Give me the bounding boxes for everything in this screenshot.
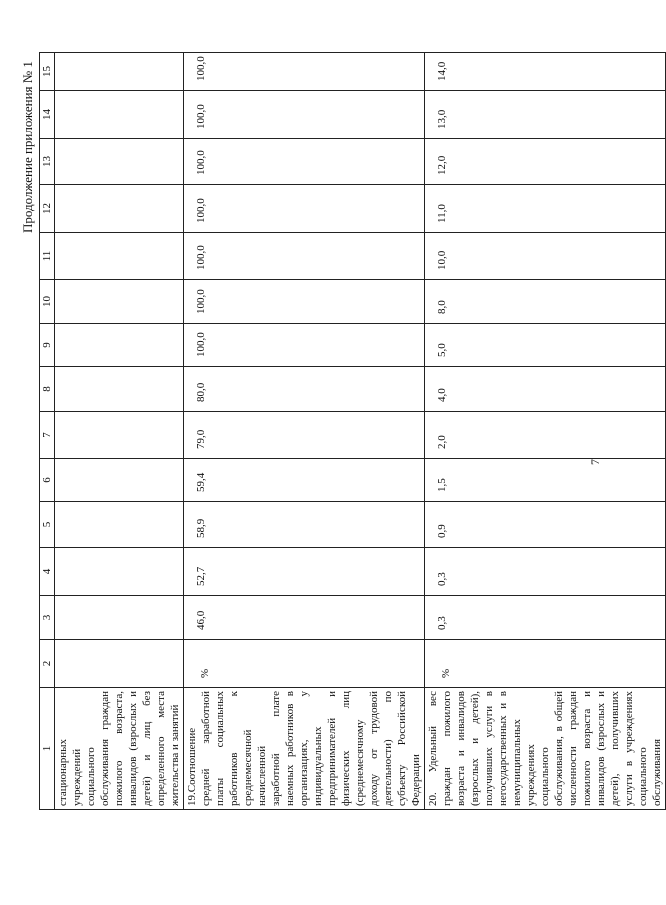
column-header: 9 bbox=[40, 324, 55, 367]
unit-cell: % bbox=[184, 640, 425, 688]
value-cell bbox=[55, 548, 184, 596]
value-cell: 11,0 bbox=[425, 185, 666, 233]
value-cell: 46,0 bbox=[184, 596, 425, 640]
column-header: 11 bbox=[40, 233, 55, 280]
row-description: 20. Удельный вес граждан пожилого возраста и инвалидов (взрослых и детей), получивших услуги в негосударственных и в немуниципальных учреждениях социального обслуживания, в общей численности граждан пожилого возраста и инвалидов (взрослых и детей), получивших услуги в учреждениях социального обслуживания bbox=[425, 688, 666, 810]
value-cell: 0,3 bbox=[425, 596, 666, 640]
value-cell: 14,0 bbox=[425, 53, 666, 91]
value-cell: 100,0 bbox=[184, 185, 425, 233]
column-header: 13 bbox=[40, 139, 55, 185]
row-description: 19.Соотношение средней заработной платы социальных работников к среднемесячной начисленной заработной плате наемных работников в организациях, у индивидуальных предпринимателей и физических лиц (среднемесячному доходу от трудовой деятельности) по субъекту Российской Федерации bbox=[184, 688, 425, 810]
value-cell: 2,0 bbox=[425, 412, 666, 459]
value-cell bbox=[55, 502, 184, 548]
value-cell: 58,9 bbox=[184, 502, 425, 548]
value-cell: 12,0 bbox=[425, 139, 666, 185]
indicators-table bbox=[39, 52, 666, 810]
row-description: стационарных учреждений социального обслуживания граждан пожилого возраста, инвалидов (взрослых и детей) и лиц без определенного места жительства и занятий bbox=[55, 688, 184, 810]
continuation-header: Продолжение приложения № 1 bbox=[20, 61, 35, 233]
table-row bbox=[184, 53, 425, 810]
value-cell bbox=[55, 280, 184, 324]
unit-cell: % bbox=[425, 640, 666, 688]
table-row bbox=[55, 53, 184, 810]
value-cell bbox=[55, 367, 184, 412]
value-cell: 4,0 bbox=[425, 367, 666, 412]
column-header: 14 bbox=[40, 91, 55, 139]
value-cell: 10,0 bbox=[425, 233, 666, 280]
value-cell: 100,0 bbox=[184, 91, 425, 139]
column-header: 8 bbox=[40, 367, 55, 412]
value-cell bbox=[55, 596, 184, 640]
value-cell: 5,0 bbox=[425, 324, 666, 367]
value-cell: 100,0 bbox=[184, 53, 425, 91]
value-cell bbox=[55, 233, 184, 280]
column-header: 12 bbox=[40, 185, 55, 233]
value-cell: 100,0 bbox=[184, 233, 425, 280]
value-cell: 80,0 bbox=[184, 367, 425, 412]
value-cell: 8,0 bbox=[425, 280, 666, 324]
column-header: 5 bbox=[40, 502, 55, 548]
column-header: 6 bbox=[40, 459, 55, 502]
value-cell bbox=[55, 324, 184, 367]
column-header: 2 bbox=[40, 640, 55, 688]
column-header: 7 bbox=[40, 412, 55, 459]
value-cell bbox=[55, 139, 184, 185]
value-cell: 79,0 bbox=[184, 412, 425, 459]
value-cell bbox=[55, 185, 184, 233]
table-header-row bbox=[40, 53, 55, 810]
value-cell bbox=[55, 459, 184, 502]
page-number: 7 bbox=[588, 459, 602, 465]
value-cell bbox=[55, 53, 184, 91]
value-cell: 0,3 bbox=[425, 548, 666, 596]
value-cell bbox=[55, 91, 184, 139]
value-cell: 59,4 bbox=[184, 459, 425, 502]
table-row bbox=[425, 53, 666, 810]
value-cell: 100,0 bbox=[184, 324, 425, 367]
value-cell: 0,9 bbox=[425, 502, 666, 548]
value-cell: 1,5 bbox=[425, 459, 666, 502]
value-cell bbox=[55, 412, 184, 459]
column-header: 4 bbox=[40, 548, 55, 596]
value-cell: 100,0 bbox=[184, 280, 425, 324]
column-header: 1 bbox=[40, 688, 55, 810]
value-cell: 13,0 bbox=[425, 91, 666, 139]
unit-cell bbox=[55, 640, 184, 688]
column-header: 15 bbox=[40, 53, 55, 91]
value-cell: 52,7 bbox=[184, 548, 425, 596]
column-header: 10 bbox=[40, 280, 55, 324]
value-cell: 100,0 bbox=[184, 139, 425, 185]
column-header: 3 bbox=[40, 596, 55, 640]
